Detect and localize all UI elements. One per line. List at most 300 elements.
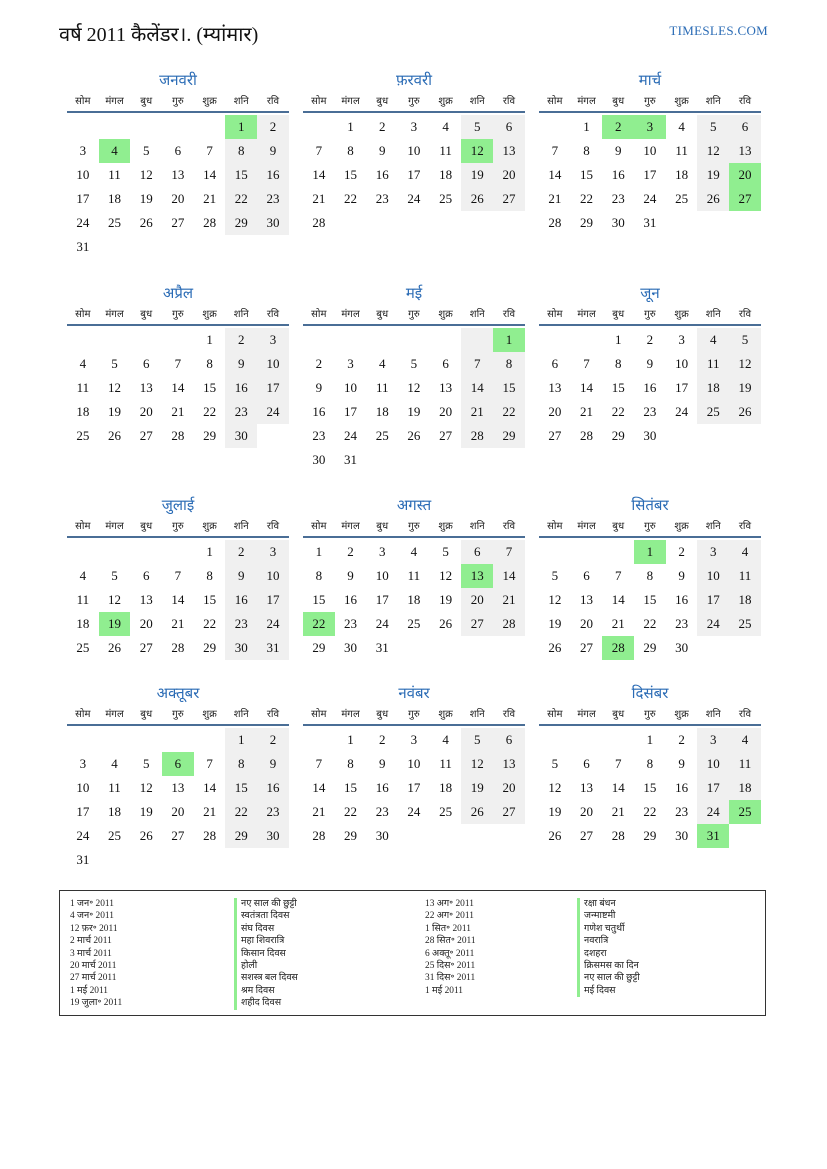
day-cell[interactable]: 17	[675, 380, 689, 395]
day-cell[interactable]: 9	[347, 568, 354, 583]
day-cell[interactable]: 3	[697, 540, 729, 564]
day-cell[interactable]: 27	[493, 187, 525, 211]
day-cell[interactable]: 13	[171, 780, 185, 795]
day-cell[interactable]: 31	[76, 239, 90, 254]
day-cell[interactable]: 24	[643, 191, 657, 206]
day-cell[interactable]: 26	[139, 828, 153, 843]
day-cell[interactable]: 19	[729, 376, 761, 400]
day-cell[interactable]: 19	[439, 592, 453, 607]
day-cell[interactable]: 29	[225, 824, 257, 848]
day-cell[interactable]: 11	[108, 780, 121, 795]
day-cell[interactable]: 17	[257, 376, 289, 400]
day-cell[interactable]: 14	[312, 167, 326, 182]
day-cell[interactable]: 6	[493, 728, 525, 752]
day-cell[interactable]: 22	[303, 612, 335, 636]
day-cell[interactable]: 13	[493, 752, 525, 776]
day-cell[interactable]: 23	[225, 400, 257, 424]
day-cell[interactable]: 2	[378, 732, 386, 747]
day-cell[interactable]: 13	[493, 139, 525, 163]
day-cell[interactable]: 15	[312, 592, 326, 607]
day-cell[interactable]: 9	[678, 568, 685, 583]
day-cell[interactable]: 13	[548, 380, 562, 395]
day-cell[interactable]: 19	[407, 404, 421, 419]
day-cell[interactable]: 22	[580, 191, 594, 206]
day-cell[interactable]: 27	[548, 428, 562, 443]
day-cell[interactable]: 9	[614, 143, 622, 158]
day-cell[interactable]: 30	[225, 424, 257, 448]
day-cell[interactable]: 1	[634, 540, 666, 564]
day-cell[interactable]: 4	[79, 356, 87, 371]
day-cell[interactable]: 6	[142, 356, 150, 371]
day-cell[interactable]: 4	[378, 356, 386, 371]
day-cell[interactable]: 2	[678, 732, 685, 747]
day-cell[interactable]: 11	[407, 568, 421, 583]
day-cell[interactable]: 22	[203, 404, 217, 419]
day-cell[interactable]: 11	[697, 352, 729, 376]
day-cell[interactable]: 20	[729, 163, 761, 187]
day-cell[interactable]: 23	[375, 191, 389, 206]
day-cell[interactable]: 13	[171, 167, 185, 182]
day-cell[interactable]: 9	[646, 356, 654, 371]
day-cell[interactable]: 23	[225, 612, 257, 636]
day-cell[interactable]: 16	[675, 592, 689, 607]
day-cell[interactable]: 11	[729, 752, 761, 776]
day-cell[interactable]: 10	[375, 568, 389, 583]
day-cell[interactable]: 11	[375, 380, 389, 395]
day-cell[interactable]: 5	[729, 328, 761, 352]
day-cell[interactable]: 12	[697, 139, 729, 163]
day-cell[interactable]: 5	[461, 728, 493, 752]
day-cell[interactable]: 9	[315, 380, 323, 395]
day-cell[interactable]: 25	[76, 428, 90, 443]
day-cell[interactable]: 24	[407, 804, 421, 819]
day-cell[interactable]: 30	[675, 640, 689, 655]
day-cell[interactable]: 20	[580, 804, 594, 819]
day-cell[interactable]: 26	[697, 187, 729, 211]
day-cell[interactable]: 20	[439, 404, 453, 419]
day-cell[interactable]: 21	[203, 191, 217, 206]
day-cell[interactable]: 5	[142, 756, 150, 771]
day-cell[interactable]: 16	[375, 167, 389, 182]
day-cell[interactable]: 22	[344, 804, 358, 819]
day-cell[interactable]: 16	[225, 588, 257, 612]
day-cell[interactable]: 24	[76, 828, 90, 843]
day-cell[interactable]: 10	[344, 380, 358, 395]
day-cell[interactable]: 29	[611, 428, 625, 443]
day-cell[interactable]: 12	[108, 592, 122, 607]
day-cell[interactable]: 26	[548, 828, 562, 843]
day-cell[interactable]: 24	[375, 616, 389, 631]
day-cell[interactable]: 18	[439, 780, 453, 795]
day-cell[interactable]: 8	[347, 143, 354, 158]
day-cell[interactable]: 17	[407, 167, 421, 182]
day-cell[interactable]: 11	[76, 380, 90, 395]
day-cell[interactable]: 12	[729, 352, 761, 376]
day-cell[interactable]: 4	[111, 756, 118, 771]
day-cell[interactable]: 10	[407, 756, 421, 771]
day-cell[interactable]: 19	[139, 804, 153, 819]
day-cell[interactable]: 22	[643, 804, 657, 819]
day-cell[interactable]: 28	[312, 828, 326, 843]
day-cell[interactable]: 30	[257, 824, 289, 848]
day-cell[interactable]: 23	[611, 191, 625, 206]
day-cell[interactable]: 25	[108, 828, 122, 843]
day-cell[interactable]: 16	[675, 780, 689, 795]
day-cell[interactable]: 21	[580, 404, 594, 419]
day-cell[interactable]: 14	[580, 380, 594, 395]
day-cell[interactable]: 9	[257, 139, 289, 163]
day-cell[interactable]: 22	[203, 616, 217, 631]
day-cell[interactable]: 31	[697, 824, 729, 848]
day-cell[interactable]: 5	[461, 115, 493, 139]
day-cell[interactable]: 29	[203, 640, 217, 655]
day-cell[interactable]: 18	[439, 167, 453, 182]
day-cell[interactable]: 19	[99, 612, 131, 636]
day-cell[interactable]: 14	[548, 167, 562, 182]
day-cell[interactable]: 4	[729, 728, 761, 752]
day-cell[interactable]: 18	[375, 404, 389, 419]
day-cell[interactable]: 24	[407, 191, 421, 206]
day-cell[interactable]: 2	[646, 332, 654, 347]
day-cell[interactable]: 25	[439, 191, 453, 206]
day-cell[interactable]: 9	[378, 143, 386, 158]
day-cell[interactable]: 28	[602, 636, 634, 660]
day-cell[interactable]: 4	[410, 544, 418, 559]
day-cell[interactable]: 15	[203, 380, 217, 395]
day-cell[interactable]: 1	[225, 115, 257, 139]
day-cell[interactable]: 14	[611, 780, 625, 795]
day-cell[interactable]: 6	[583, 568, 590, 583]
day-cell[interactable]: 18	[76, 404, 90, 419]
day-cell[interactable]: 14	[203, 780, 217, 795]
day-cell[interactable]: 15	[225, 776, 257, 800]
day-cell[interactable]: 25	[439, 804, 453, 819]
day-cell[interactable]: 4	[99, 139, 131, 163]
day-cell[interactable]: 8	[493, 352, 525, 376]
day-cell[interactable]: 2	[678, 544, 685, 559]
day-cell[interactable]: 1	[347, 732, 354, 747]
day-cell[interactable]: 24	[344, 428, 358, 443]
day-cell[interactable]: 13	[729, 139, 761, 163]
day-cell[interactable]: 21	[493, 588, 525, 612]
day-cell[interactable]: 26	[108, 640, 122, 655]
day-cell[interactable]: 9	[225, 352, 257, 376]
day-cell[interactable]: 17	[76, 804, 90, 819]
day-cell[interactable]: 28	[548, 215, 562, 230]
day-cell[interactable]: 6	[551, 356, 559, 371]
day-cell[interactable]: 25	[375, 428, 389, 443]
day-cell[interactable]: 26	[108, 428, 122, 443]
day-cell[interactable]: 21	[171, 404, 185, 419]
day-cell[interactable]: 5	[111, 568, 118, 583]
day-cell[interactable]: 28	[493, 612, 525, 636]
day-cell[interactable]: 29	[203, 428, 217, 443]
day-cell[interactable]: 14	[611, 592, 625, 607]
day-cell[interactable]: 16	[344, 592, 358, 607]
day-cell[interactable]: 21	[312, 191, 326, 206]
day-cell[interactable]: 8	[225, 139, 257, 163]
day-cell[interactable]: 7	[174, 568, 182, 583]
day-cell[interactable]: 27	[493, 800, 525, 824]
day-cell[interactable]: 7	[174, 356, 182, 371]
day-cell[interactable]: 11	[729, 564, 761, 588]
day-cell[interactable]: 23	[257, 800, 289, 824]
day-cell[interactable]: 28	[171, 640, 185, 655]
day-cell[interactable]: 20	[493, 163, 525, 187]
day-cell[interactable]: 15	[203, 592, 217, 607]
day-cell[interactable]: 2	[378, 119, 386, 134]
day-cell[interactable]: 20	[461, 588, 493, 612]
day-cell[interactable]: 25	[729, 800, 761, 824]
day-cell[interactable]: 6	[142, 568, 150, 583]
day-cell[interactable]: 27	[439, 428, 453, 443]
day-cell[interactable]: 2	[257, 728, 289, 752]
day-cell[interactable]: 14	[461, 376, 493, 400]
day-cell[interactable]: 7	[315, 756, 323, 771]
day-cell[interactable]: 4	[678, 119, 685, 134]
day-cell[interactable]: 5	[410, 356, 418, 371]
day-cell[interactable]: 8	[347, 756, 354, 771]
day-cell[interactable]: 16	[257, 776, 289, 800]
day-cell[interactable]: 19	[461, 776, 493, 800]
day-cell[interactable]: 11	[675, 143, 688, 158]
day-cell[interactable]: 6	[174, 143, 182, 158]
day-cell[interactable]: 10	[76, 780, 90, 795]
day-cell[interactable]: 22	[225, 800, 257, 824]
day-cell[interactable]: 26	[548, 640, 562, 655]
day-cell[interactable]: 22	[611, 404, 625, 419]
day-cell[interactable]: 19	[139, 191, 153, 206]
day-cell[interactable]: 28	[580, 428, 594, 443]
day-cell[interactable]: 7	[614, 568, 622, 583]
day-cell[interactable]: 12	[139, 780, 153, 795]
day-cell[interactable]: 21	[171, 616, 185, 631]
day-cell[interactable]: 8	[646, 568, 654, 583]
day-cell[interactable]: 24	[76, 215, 90, 230]
day-cell[interactable]: 3	[378, 544, 386, 559]
day-cell[interactable]: 1	[614, 332, 622, 347]
day-cell[interactable]: 17	[344, 404, 358, 419]
day-cell[interactable]: 27	[139, 640, 153, 655]
day-cell[interactable]: 17	[697, 588, 729, 612]
day-cell[interactable]: 21	[548, 191, 562, 206]
day-cell[interactable]: 21	[312, 804, 326, 819]
day-cell[interactable]: 24	[257, 400, 289, 424]
day-cell[interactable]: 3	[634, 115, 666, 139]
day-cell[interactable]: 27	[580, 828, 594, 843]
day-cell[interactable]: 29	[312, 640, 326, 655]
day-cell[interactable]: 20	[139, 404, 153, 419]
day-cell[interactable]: 18	[108, 191, 122, 206]
day-cell[interactable]: 26	[729, 400, 761, 424]
day-cell[interactable]: 12	[439, 568, 453, 583]
day-cell[interactable]: 1	[493, 328, 525, 352]
day-cell[interactable]: 26	[461, 800, 493, 824]
day-cell[interactable]: 18	[675, 167, 689, 182]
day-cell[interactable]: 3	[79, 756, 87, 771]
day-cell[interactable]: 18	[407, 592, 421, 607]
day-cell[interactable]: 3	[410, 732, 418, 747]
day-cell[interactable]: 7	[206, 143, 213, 158]
day-cell[interactable]: 18	[697, 376, 729, 400]
day-cell[interactable]: 25	[76, 640, 90, 655]
day-cell[interactable]: 13	[139, 592, 153, 607]
day-cell[interactable]: 30	[312, 452, 326, 467]
day-cell[interactable]: 21	[203, 804, 217, 819]
day-cell[interactable]: 30	[675, 828, 689, 843]
day-cell[interactable]: 17	[697, 776, 729, 800]
day-cell[interactable]: 1	[315, 544, 323, 559]
day-cell[interactable]: 15	[643, 592, 657, 607]
day-cell[interactable]: 3	[410, 119, 418, 134]
day-cell[interactable]: 26	[461, 187, 493, 211]
day-cell[interactable]: 3	[257, 540, 289, 564]
day-cell[interactable]: 4	[729, 540, 761, 564]
day-cell[interactable]: 9	[378, 756, 386, 771]
day-cell[interactable]: 2	[315, 356, 323, 371]
day-cell[interactable]: 21	[611, 616, 625, 631]
day-cell[interactable]: 5	[111, 356, 118, 371]
day-cell[interactable]: 20	[580, 616, 594, 631]
day-cell[interactable]: 27	[461, 612, 493, 636]
day-cell[interactable]: 31	[643, 215, 657, 230]
day-cell[interactable]: 20	[171, 804, 185, 819]
day-cell[interactable]: 6	[493, 115, 525, 139]
day-cell[interactable]: 21	[461, 400, 493, 424]
day-cell[interactable]: 23	[312, 428, 326, 443]
day-cell[interactable]: 2	[602, 115, 634, 139]
day-cell[interactable]: 4	[442, 732, 449, 747]
day-cell[interactable]: 14	[203, 167, 217, 182]
day-cell[interactable]: 3	[697, 728, 729, 752]
day-cell[interactable]: 8	[206, 356, 213, 371]
day-cell[interactable]: 10	[257, 564, 289, 588]
day-cell[interactable]: 1	[646, 732, 654, 747]
day-cell[interactable]: 18	[729, 776, 761, 800]
day-cell[interactable]: 15	[643, 780, 657, 795]
day-cell[interactable]: 10	[675, 356, 689, 371]
day-cell[interactable]: 10	[257, 352, 289, 376]
day-cell[interactable]: 11	[76, 592, 90, 607]
day-cell[interactable]: 23	[675, 804, 689, 819]
day-cell[interactable]: 5	[142, 143, 150, 158]
day-cell[interactable]: 25	[108, 215, 122, 230]
day-cell[interactable]: 10	[697, 752, 729, 776]
day-cell[interactable]: 17	[643, 167, 657, 182]
day-cell[interactable]: 24	[697, 800, 729, 824]
day-cell[interactable]: 8	[315, 568, 323, 583]
day-cell[interactable]: 29	[493, 424, 525, 448]
day-cell[interactable]: 6	[583, 756, 590, 771]
day-cell[interactable]: 16	[225, 376, 257, 400]
day-cell[interactable]: 19	[461, 163, 493, 187]
day-cell[interactable]: 2	[347, 544, 354, 559]
day-cell[interactable]: 1	[206, 544, 213, 559]
day-cell[interactable]: 28	[203, 828, 217, 843]
day-cell[interactable]: 29	[643, 828, 657, 843]
day-cell[interactable]: 17	[257, 588, 289, 612]
day-cell[interactable]: 3	[79, 143, 87, 158]
day-cell[interactable]: 6	[162, 752, 194, 776]
day-cell[interactable]: 5	[551, 568, 559, 583]
day-cell[interactable]: 12	[548, 592, 562, 607]
day-cell[interactable]: 30	[375, 828, 389, 843]
day-cell[interactable]: 28	[611, 828, 625, 843]
day-cell[interactable]: 2	[257, 115, 289, 139]
day-cell[interactable]: 28	[312, 215, 326, 230]
day-cell[interactable]: 25	[729, 612, 761, 636]
day-cell[interactable]: 30	[643, 428, 657, 443]
day-cell[interactable]: 2	[225, 328, 257, 352]
day-cell[interactable]: 17	[76, 191, 90, 206]
day-cell[interactable]: 3	[347, 356, 354, 371]
day-cell[interactable]: 8	[583, 143, 590, 158]
day-cell[interactable]: 31	[375, 640, 389, 655]
day-cell[interactable]: 8	[614, 356, 622, 371]
day-cell[interactable]: 14	[171, 380, 185, 395]
day-cell[interactable]: 16	[312, 404, 326, 419]
day-cell[interactable]: 20	[139, 616, 153, 631]
day-cell[interactable]: 9	[678, 756, 685, 771]
day-cell[interactable]: 11	[108, 167, 121, 182]
day-cell[interactable]: 27	[171, 215, 185, 230]
day-cell[interactable]: 23	[675, 616, 689, 631]
day-cell[interactable]: 30	[257, 211, 289, 235]
day-cell[interactable]: 15	[580, 167, 594, 182]
day-cell[interactable]: 20	[171, 191, 185, 206]
day-cell[interactable]: 11	[439, 756, 452, 771]
day-cell[interactable]: 31	[257, 636, 289, 660]
day-cell[interactable]: 10	[643, 143, 657, 158]
day-cell[interactable]: 7	[315, 143, 323, 158]
day-cell[interactable]: 23	[344, 616, 358, 631]
day-cell[interactable]: 2	[225, 540, 257, 564]
day-cell[interactable]: 7	[614, 756, 622, 771]
day-cell[interactable]: 17	[375, 592, 389, 607]
day-cell[interactable]: 4	[697, 328, 729, 352]
day-cell[interactable]: 30	[344, 640, 358, 655]
day-cell[interactable]: 14	[312, 780, 326, 795]
day-cell[interactable]: 20	[493, 776, 525, 800]
day-cell[interactable]: 12	[461, 139, 493, 163]
day-cell[interactable]: 19	[548, 804, 562, 819]
day-cell[interactable]: 30	[225, 636, 257, 660]
day-cell[interactable]: 20	[548, 404, 562, 419]
day-cell[interactable]: 1	[225, 728, 257, 752]
day-cell[interactable]: 12	[139, 167, 153, 182]
day-cell[interactable]: 8	[225, 752, 257, 776]
day-cell[interactable]: 26	[439, 616, 453, 631]
day-cell[interactable]: 16	[611, 167, 625, 182]
day-cell[interactable]: 4	[79, 568, 87, 583]
day-cell[interactable]: 15	[493, 376, 525, 400]
day-cell[interactable]: 26	[139, 215, 153, 230]
day-cell[interactable]: 1	[583, 119, 590, 134]
day-cell[interactable]: 29	[580, 215, 594, 230]
day-cell[interactable]: 7	[583, 356, 590, 371]
day-cell[interactable]: 19	[548, 616, 562, 631]
day-cell[interactable]: 13	[461, 564, 493, 588]
day-cell[interactable]: 27	[729, 187, 761, 211]
day-cell[interactable]: 12	[461, 752, 493, 776]
day-cell[interactable]: 5	[697, 115, 729, 139]
day-cell[interactable]: 16	[257, 163, 289, 187]
day-cell[interactable]: 27	[171, 828, 185, 843]
day-cell[interactable]: 31	[344, 452, 358, 467]
day-cell[interactable]: 28	[461, 424, 493, 448]
day-cell[interactable]: 9	[225, 564, 257, 588]
day-cell[interactable]: 22	[643, 616, 657, 631]
